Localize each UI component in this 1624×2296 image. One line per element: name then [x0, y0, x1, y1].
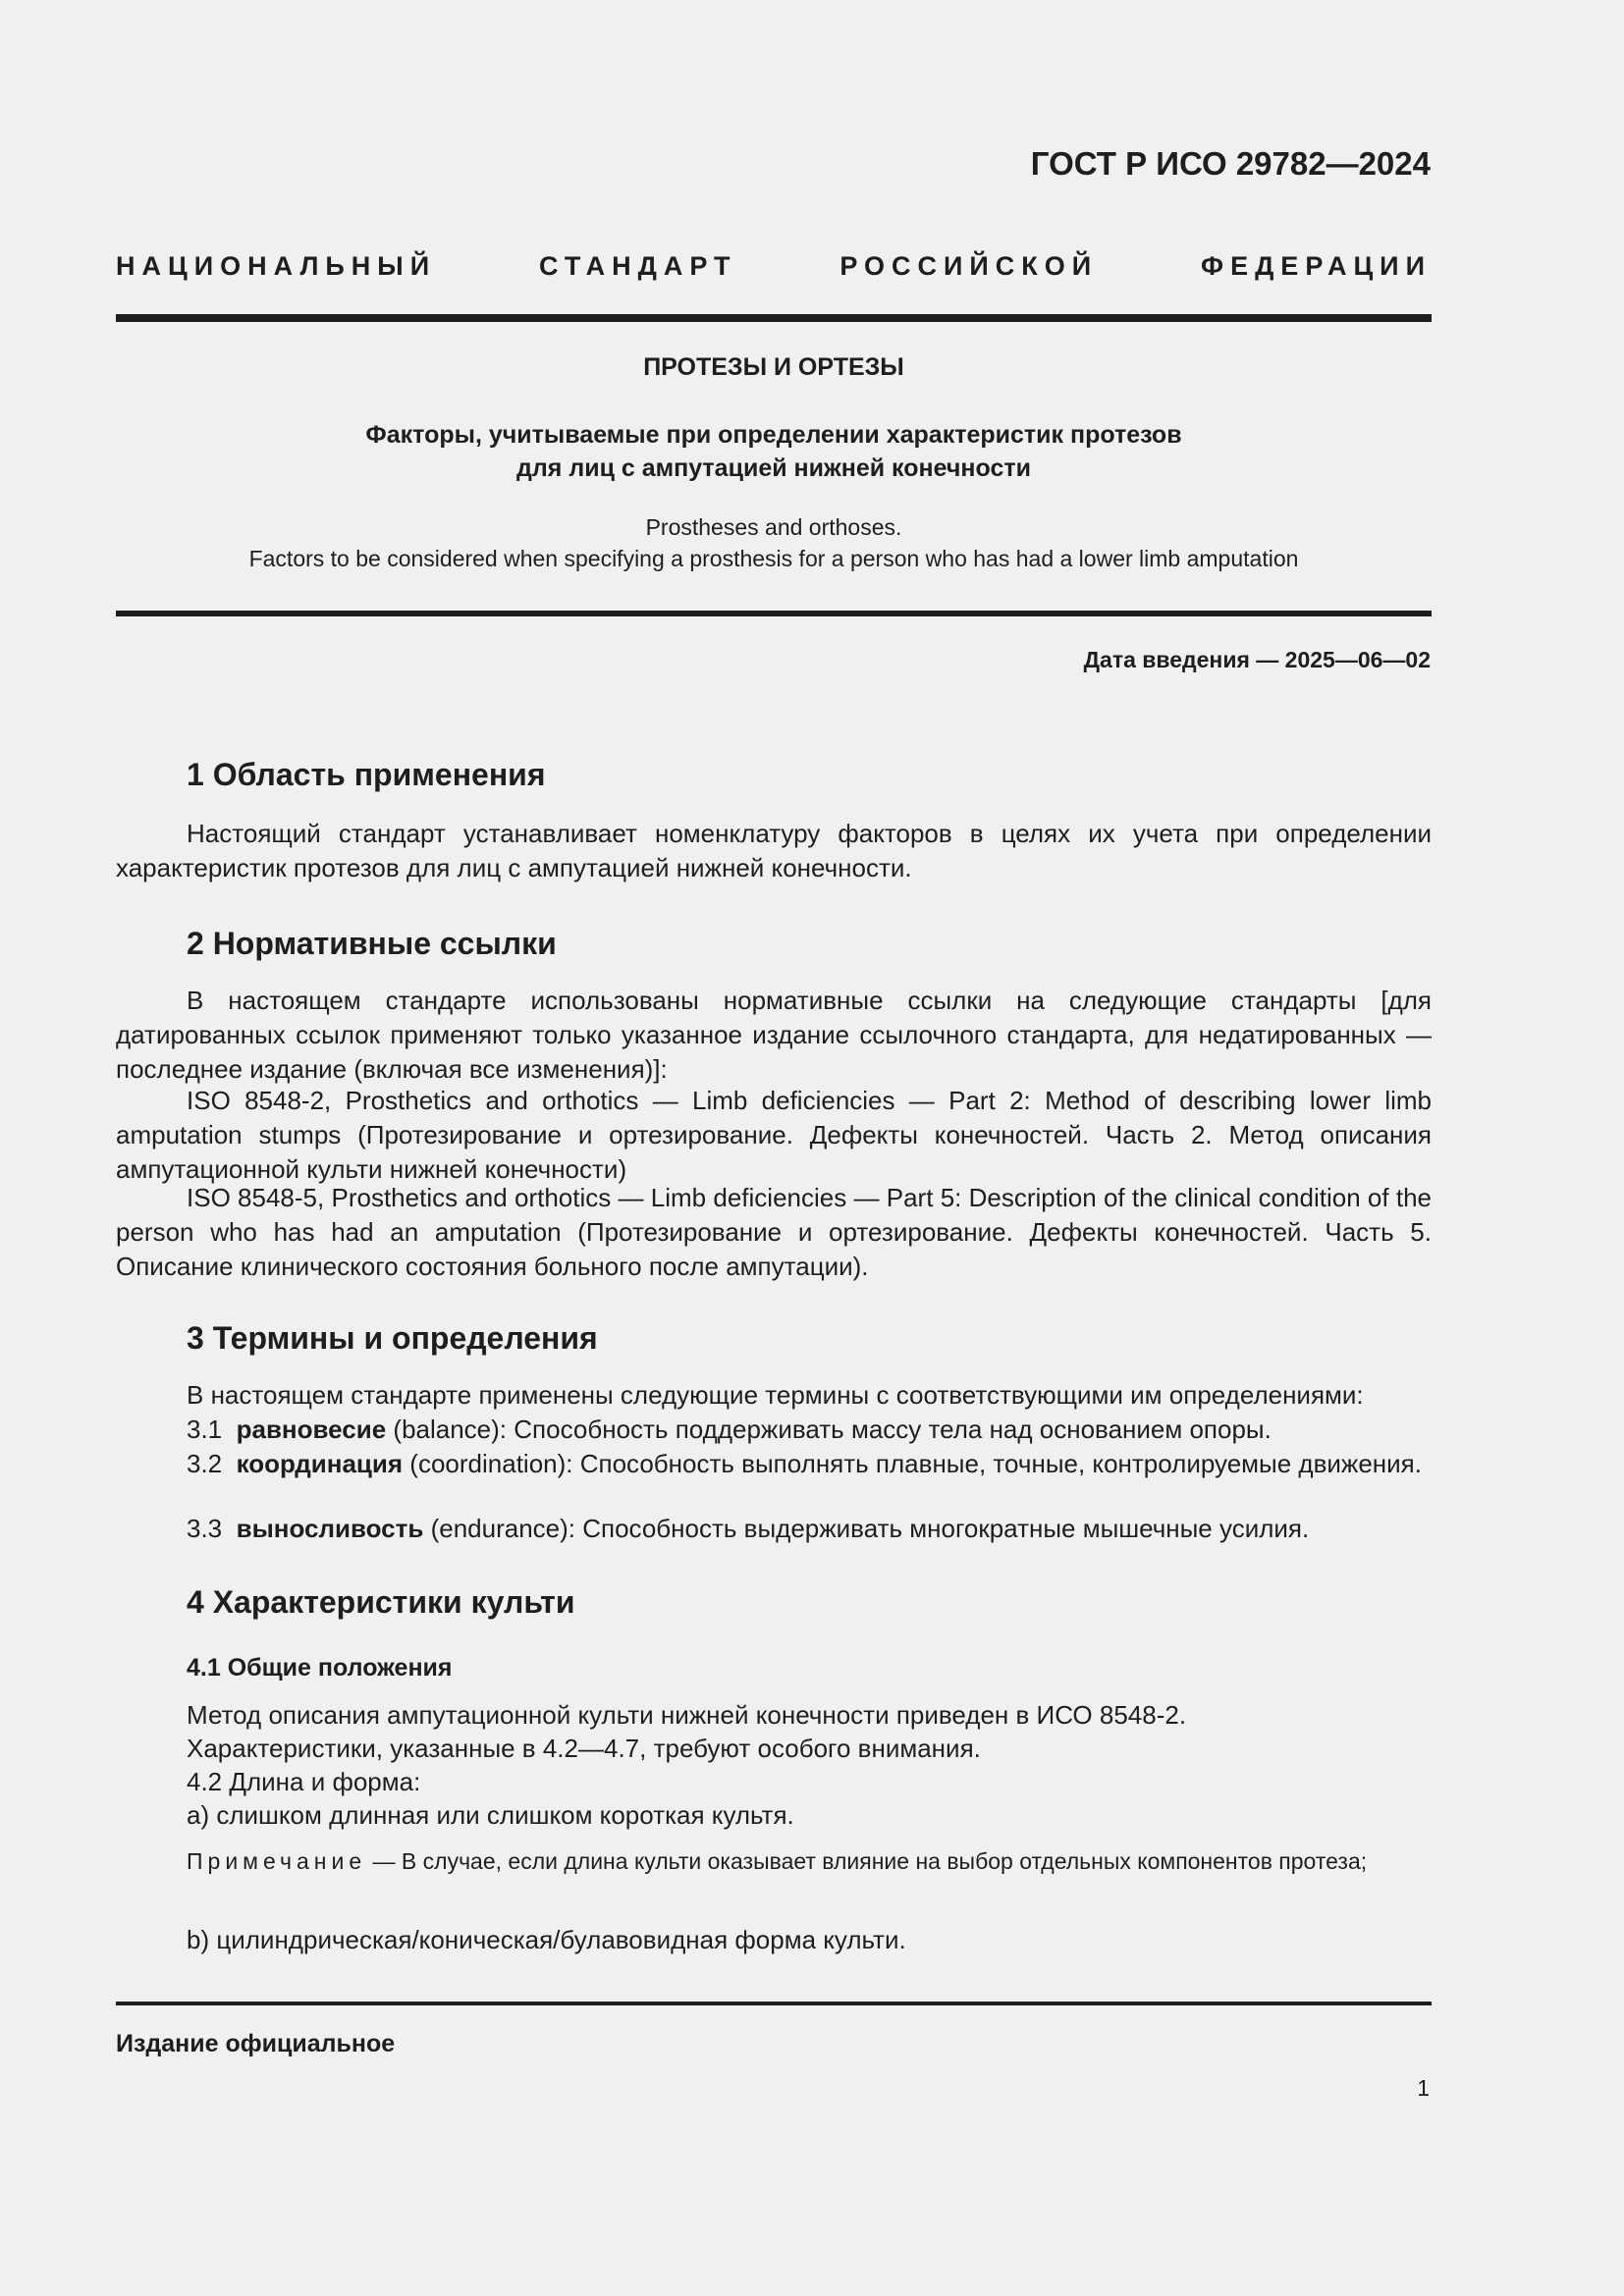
- english-title-line-2: Factors to be considered when specifying a prosthesis for a person who has had a lower limb amputation: [248, 546, 1299, 571]
- list-item-a: a) слишком длинная или слишком короткая культя.: [187, 1800, 794, 1830]
- section-4-line-2: Характеристики, указанные в 4.2—4.7, требуют особого внимания.: [187, 1734, 981, 1763]
- list-item-b: b) цилиндрическая/коническая/булавовидная форма культи.: [187, 1925, 906, 1954]
- section-3-intro: В настоящем стандарте применены следующие термины с соответствующими им определениями:: [187, 1380, 1364, 1410]
- section-1-heading: 1 Область применения: [187, 757, 546, 792]
- subtitle-line-2: для лиц с ампутацией нижней конечности: [516, 454, 1031, 482]
- note-text: — В случае, если длина культи оказывает влияние на выбор отдельных компонентов протеза;: [366, 1848, 1368, 1874]
- term-name: равновесие: [236, 1415, 387, 1444]
- term-3-1: [116, 1413, 1432, 1447]
- doc-number: ГОСТ Р ИСО 29782—2024: [1030, 145, 1431, 182]
- page-number: 1: [1417, 2075, 1430, 2101]
- subtitle-line-1: Факторы, учитываемые при определении характеристик протезов: [365, 421, 1182, 449]
- section-3-heading: 3 Термины и определения: [187, 1320, 598, 1356]
- section-4-heading: 4 Характеристики культи: [187, 1584, 575, 1620]
- national-standard-label: НАЦИОНАЛЬНЫЙ СТАНДАРТ РОССИЙСКОЙ ФЕДЕРАЦИИ: [116, 251, 1432, 281]
- reference-iso-8548-2: ISO 8548-2, Prosthetics and orthotics — Limb deficiencies — Part 2: Method of describing lower limb amputation stumps (Протезирование и ортезирование. Дефекты конечностей. Часть 2. Метод описания ампутационной культи нижней конечности): [116, 1086, 1432, 1184]
- note-label: Примечание: [187, 1848, 367, 1874]
- top-rule: [116, 314, 1432, 322]
- footer-rule: [116, 2002, 1432, 2005]
- section-2-heading: 2 Нормативные ссылки: [187, 926, 557, 961]
- section-4-2-label: 4.2 Длина и форма:: [187, 1767, 421, 1796]
- document-subtitle: [116, 418, 1432, 485]
- term-definition: (coordination): Способность выполнять плавные, точные, контролируемые движения.: [403, 1449, 1422, 1478]
- term-3-3: [116, 1512, 1432, 1546]
- reference-iso-8548-5: ISO 8548-5, Prosthetics and orthotics — Limb deficiencies — Part 5: Description of the clinical condition of the person who has had an amputation (Протезирование и ортезирование. Дефекты конечностей. Часть 5. Описание клинического состояния больного после ампутации).: [116, 1183, 1432, 1281]
- term-3-2: [116, 1447, 1432, 1481]
- term-number: 3.1: [187, 1415, 223, 1444]
- term-name: выносливость: [236, 1514, 424, 1543]
- term-number: 3.2: [187, 1449, 223, 1478]
- section-2-text: В настоящем стандарте использованы нормативные ссылки на следующие стандарты [для датированных ссылок применяют только указанное издание ссылочного стандарта, для недатированных — последнее издание (включая все изменения)]:: [116, 986, 1432, 1084]
- term-definition: (endurance): Способность выдерживать многократные мышечные усилия.: [423, 1514, 1310, 1543]
- title-bottom-rule: [116, 611, 1432, 616]
- section-1-text: Настоящий стандарт устанавливает номенклатуру факторов в целях их учета при определении характеристик протезов для лиц с ампутацией нижней конечности.: [116, 819, 1432, 882]
- subsection-4-1-heading: 4.1 Общие положения: [187, 1654, 453, 1682]
- english-title-line-1: Prostheses and orthoses.: [645, 514, 902, 540]
- document-title: ПРОТЕЗЫ И ОРТЕЗЫ: [643, 353, 904, 381]
- section-4-line-1: Метод описания ампутационной культи нижней конечности приведен в ИСО 8548-2.: [187, 1700, 1187, 1730]
- term-definition: (balance): Способность поддерживать массу тела над основанием опоры.: [386, 1415, 1272, 1444]
- introduction-date: Дата введения — 2025—06—02: [1083, 647, 1431, 672]
- term-number: 3.3: [187, 1514, 223, 1543]
- term-name: координация: [236, 1449, 404, 1478]
- english-title: [116, 511, 1432, 574]
- official-edition-label: Издание официальное: [116, 2030, 396, 2057]
- note: [116, 1845, 1432, 1877]
